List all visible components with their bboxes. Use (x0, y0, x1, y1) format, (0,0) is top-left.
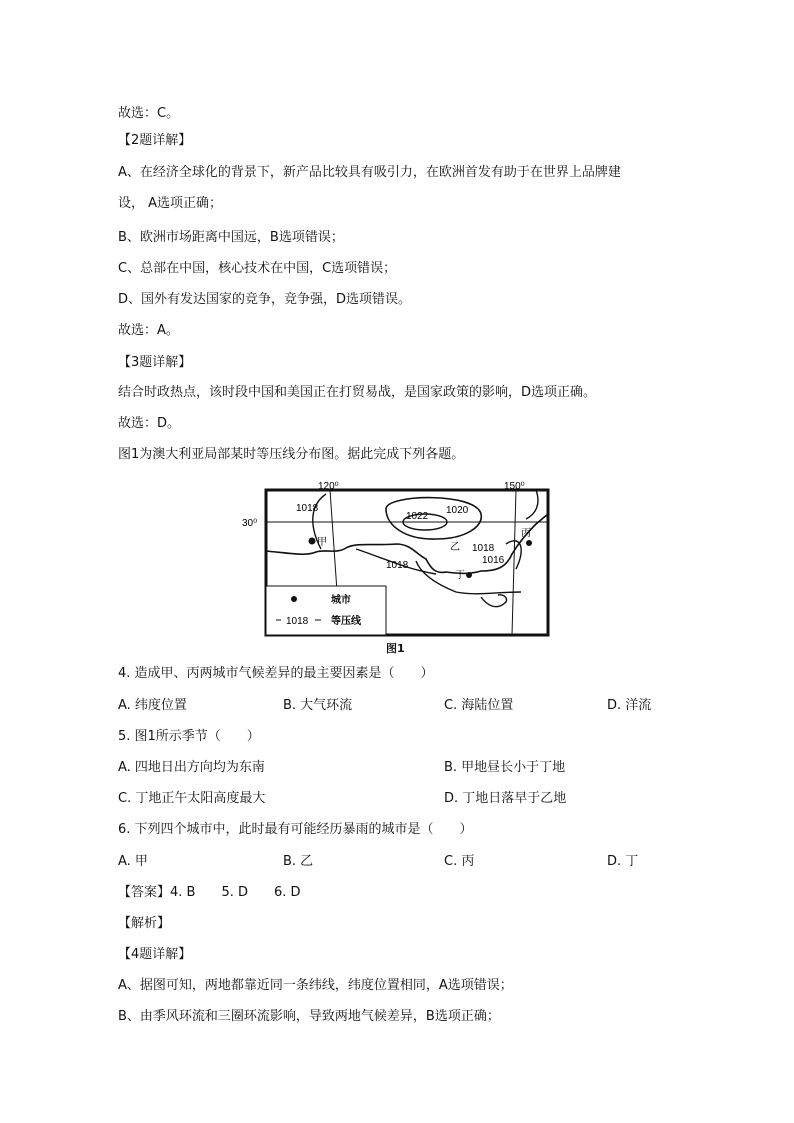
text-line: 结合时政热点，该时段中国和美国正在打贸易战，是国家政策的影响，D选项正确。 (118, 385, 597, 400)
text-line: D、国外有发达国家的竞争，竞争强，D选项错误。 (118, 292, 412, 307)
city-marker (526, 540, 532, 546)
city-label: 甲 (317, 537, 327, 548)
option-d: D. 丁 (607, 854, 639, 869)
section-heading: 【4题详解】 (118, 947, 192, 962)
legend-city-label: 城市 (331, 595, 351, 606)
section-heading: 【解析】 (118, 916, 171, 931)
city-label: 丁 (455, 570, 465, 581)
legend-box (266, 586, 386, 635)
isobar-label: 1020 (446, 505, 469, 516)
option-b: B. 甲地昼长小于丁地 (444, 760, 566, 775)
text-line: A、据图可知，两地都靠近同一条纬线，纬度位置相同，A选项错误； (118, 978, 513, 993)
text-line: A、在经济全球化的背景下，新产品比较具有吸引力，在欧洲首发有助于在世界上品牌建 (118, 165, 621, 180)
question-stem: 5. 图1所示季节（ ） (118, 729, 260, 744)
isobar-1020 (386, 498, 481, 539)
city-marker (309, 538, 316, 545)
isobar-label: 1018 (472, 543, 495, 554)
isobar-label: 1022 (406, 511, 429, 522)
text-line: C、总部在中国，核心技术在中国，C选项错误； (118, 261, 397, 276)
option-a: A. 甲 (118, 854, 148, 869)
option-b: B. 大气环流 (283, 698, 353, 713)
lon-label-150: 150⁰ (504, 481, 525, 492)
option-b: B. 乙 (283, 854, 314, 869)
text-line: B、欧洲市场距离中国远，B选项错误； (118, 230, 344, 245)
text-line: 设， A选项正确； (118, 196, 223, 211)
option-a: A. 四地日出方向均为东南 (118, 760, 265, 775)
text-line: 故选：C。 (118, 106, 180, 121)
lon-label-120: 120⁰ (318, 481, 339, 492)
answer-line: 【答案】4. B 5. D 6. D (118, 885, 301, 900)
lat-label-30: 30⁰ (242, 518, 258, 529)
city-label: 丙 (521, 528, 531, 539)
isobar-map-figure (236, 474, 560, 658)
option-d: D. 丁地日落早于乙地 (444, 791, 567, 806)
text-line: B、由季风环流和三圈环流影响，导致两地气候差异，B选项正确； (118, 1009, 500, 1024)
tasmania-outline (481, 595, 507, 607)
isobar-label: 1018 (296, 503, 319, 514)
text-line: 故选：A。 (118, 323, 179, 338)
legend-isobar-sample: 1018 (286, 616, 309, 627)
legend-city-icon (291, 596, 297, 602)
isobar-label: 1016 (482, 555, 505, 566)
figure-caption: 图1 (386, 642, 405, 655)
city-marker (466, 572, 472, 578)
question-stem: 6. 下列四个城市中，此时最有可能经历暴雨的城市是（ ） (118, 822, 473, 837)
section-heading: 【2题详解】 (118, 133, 192, 148)
text-line: 图1为澳大利亚局部某时等压线分布图。据此完成下列各题。 (118, 447, 465, 462)
option-c: C. 海陆位置 (444, 698, 514, 713)
isobar-east (526, 490, 538, 519)
section-heading: 【3题详解】 (118, 355, 192, 370)
legend-isobar-label: 等压线 (331, 616, 361, 627)
city-label: 乙 (450, 542, 460, 553)
option-a: A. 纬度位置 (118, 698, 187, 713)
option-c: C. 丁地正午太阳高度最大 (118, 791, 266, 806)
text-line: 故选：D。 (118, 416, 181, 431)
longitude-line-150 (512, 490, 516, 635)
option-d: D. 洋流 (607, 698, 652, 713)
isobar-label: 1018 (386, 560, 409, 571)
option-c: C. 丙 (444, 854, 475, 869)
question-stem: 4. 造成甲、丙两城市气候差异的最主要因素是（ ） (118, 666, 434, 681)
